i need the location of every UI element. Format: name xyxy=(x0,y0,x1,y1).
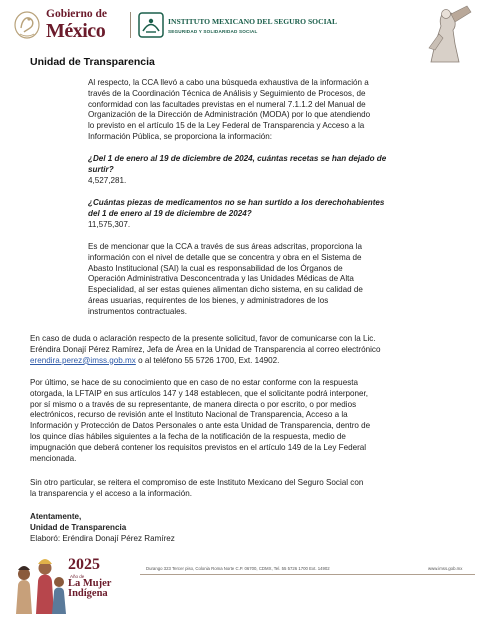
text-line: Información Pública, se proporciona la información: xyxy=(88,131,273,141)
question-line: del 1 de enero al 19 de diciembre de 2024? xyxy=(88,208,252,218)
paragraph-appeal-rights xyxy=(30,378,454,464)
text-line: Eréndira Donají Pérez Ramírez, Jefa de Área en la Unidad de Transparencia al correo electrónico xyxy=(30,344,381,354)
mexico-eagle-emblem-icon xyxy=(12,8,42,40)
question-line: ¿Del 1 de enero al 19 de diciembre de 2024, cuántas recetas se han dejado de xyxy=(88,154,387,163)
text-line: instrumentos contractuales. xyxy=(88,306,187,316)
text-line: mencionada. xyxy=(30,453,77,463)
text-line: impugnación que deberá contener los requisitos previstos en el artículo 149 de la Ley Federal xyxy=(30,442,367,452)
gob-line1: Gobierno de xyxy=(46,8,108,20)
gob-line2: México xyxy=(46,20,106,42)
text-line: electrónicos, recurso de revisión ante el Instituto Nacional de Transparencia, Acceso a la xyxy=(30,410,348,420)
imss-name: INSTITUTO MEXICANO DEL SEGURO SOCIAL xyxy=(168,17,338,26)
text-line: Operación Administrativa Desconcentrada y las Unidades Médicas de Alta xyxy=(88,274,354,284)
text-line: los quince días hábiles siguientes a la fecha de la notificación de la respuesta, medio de xyxy=(30,431,346,441)
text-line: Por último, se hace de su conocimiento que en caso de no estar conforme con la respuesta xyxy=(30,378,358,387)
heroine-figure-illustration-icon xyxy=(415,4,481,64)
paragraph-search-statement xyxy=(88,78,456,143)
year-theme-line1: La Mujer xyxy=(68,578,112,589)
year-number: 2025 xyxy=(68,556,100,573)
text-line: información con el nivel de detalle que se concentra y obra en el Sistema de xyxy=(88,252,362,262)
year-badge xyxy=(68,556,128,612)
text-line: Abasto Institucional (SAI) la cual es responsabilidad de los Órganos de xyxy=(88,263,343,273)
footer xyxy=(0,548,485,620)
prepared-by: Elaboró: Eréndira Donají Pérez Ramírez xyxy=(30,534,175,543)
year-subtitle: Año de xyxy=(70,574,85,579)
text-line: Es de mencionar que la CCA a través de sus áreas adscritas, proporciona la xyxy=(88,242,362,251)
imss-tagline: SEGURIDAD Y SOLIDARIDAD SOCIAL xyxy=(168,29,258,34)
text-line: lo previsto en el artículo 15 de la Ley Federal de Transparencia y Acceso a la xyxy=(88,121,365,131)
text-line: Sin otro particular, se reitera el compromiso de este Instituto Mexicano del Seguro Social con xyxy=(30,478,364,487)
answer-1: 4,527,281. xyxy=(88,176,127,185)
question-1 xyxy=(88,154,456,176)
header-divider xyxy=(130,12,131,38)
text-line: áreas usuarias, requirentes de los bienes, y administradores de los xyxy=(88,295,329,305)
imss-logo-icon xyxy=(138,12,164,38)
footer-website[interactable]: www.imss.gob.mx xyxy=(428,566,463,571)
year-theme-line2: Indígena xyxy=(68,588,108,599)
answer-2: 11,575,307. xyxy=(88,220,131,229)
paragraph-sai-note xyxy=(88,242,456,318)
text-line: En caso de duda o aclaración respecto de la presente solicitud, favor de comunicarse con la Lic. xyxy=(30,334,376,343)
unit-title: Unidad de Transparencia xyxy=(30,56,155,68)
text-line: por sí mismo o a través de su representante, de manera directa o por escrito, o por medios xyxy=(30,399,357,409)
question-line: ¿Cuántas piezas de medicamentos no se han surtido a los derechohabientes xyxy=(88,198,385,207)
text-line: través de la Coordinación Técnica de Análisis y Seguimiento de Procesos, de xyxy=(88,88,366,98)
email-link[interactable]: erendira.perez@imss.gob.mx xyxy=(30,355,136,365)
text-line: Organización de la Dirección de Administración (MODA) por lo que atendiendo xyxy=(88,110,371,120)
indigenous-women-illustration-icon xyxy=(8,552,68,614)
footer-rule xyxy=(140,574,475,575)
text-line: Al respecto, la CCA llevó a cabo una búsqueda exhaustiva de la información a xyxy=(88,78,369,87)
question-2 xyxy=(88,198,456,220)
gobierno-de-mexico-logo xyxy=(12,8,112,42)
letterhead xyxy=(0,0,485,52)
signature-unit: Unidad de Transparencia xyxy=(30,523,127,532)
paragraph-contact xyxy=(30,334,454,366)
text-line: otorgada, la LFTAIP en sus artículos 147 y 148 establecen, que el solicitante podrá interponer, xyxy=(30,388,369,398)
footer-address: Durango 323 Tercer piso, Colonia Roma Norte C.P. 06700, CDMX, Tel. 55 5726 1700 Ext. 14902 xyxy=(146,566,330,571)
closing-salutation: Atentamente, xyxy=(30,512,82,521)
phone-text: o al teléfono 55 5726 1700, Ext. 14902. xyxy=(135,355,280,365)
contact-line xyxy=(30,356,454,367)
paragraph-closing-commitment xyxy=(30,478,454,500)
question-line: surtir? xyxy=(88,164,114,174)
text-line: la transparencia y el acceso a la información. xyxy=(30,488,192,498)
text-line: Información y Protección de Datos Personales o ante esta Unidad de Transparencia, dentro de xyxy=(30,421,371,431)
text-line: Especialidad, al ser estas quienes alimentan dicho sistema, en su calidad de xyxy=(88,285,363,295)
text-line: conformidad con las facultades previstas en el numeral 7.1.1.2 del Manual de xyxy=(88,99,366,109)
